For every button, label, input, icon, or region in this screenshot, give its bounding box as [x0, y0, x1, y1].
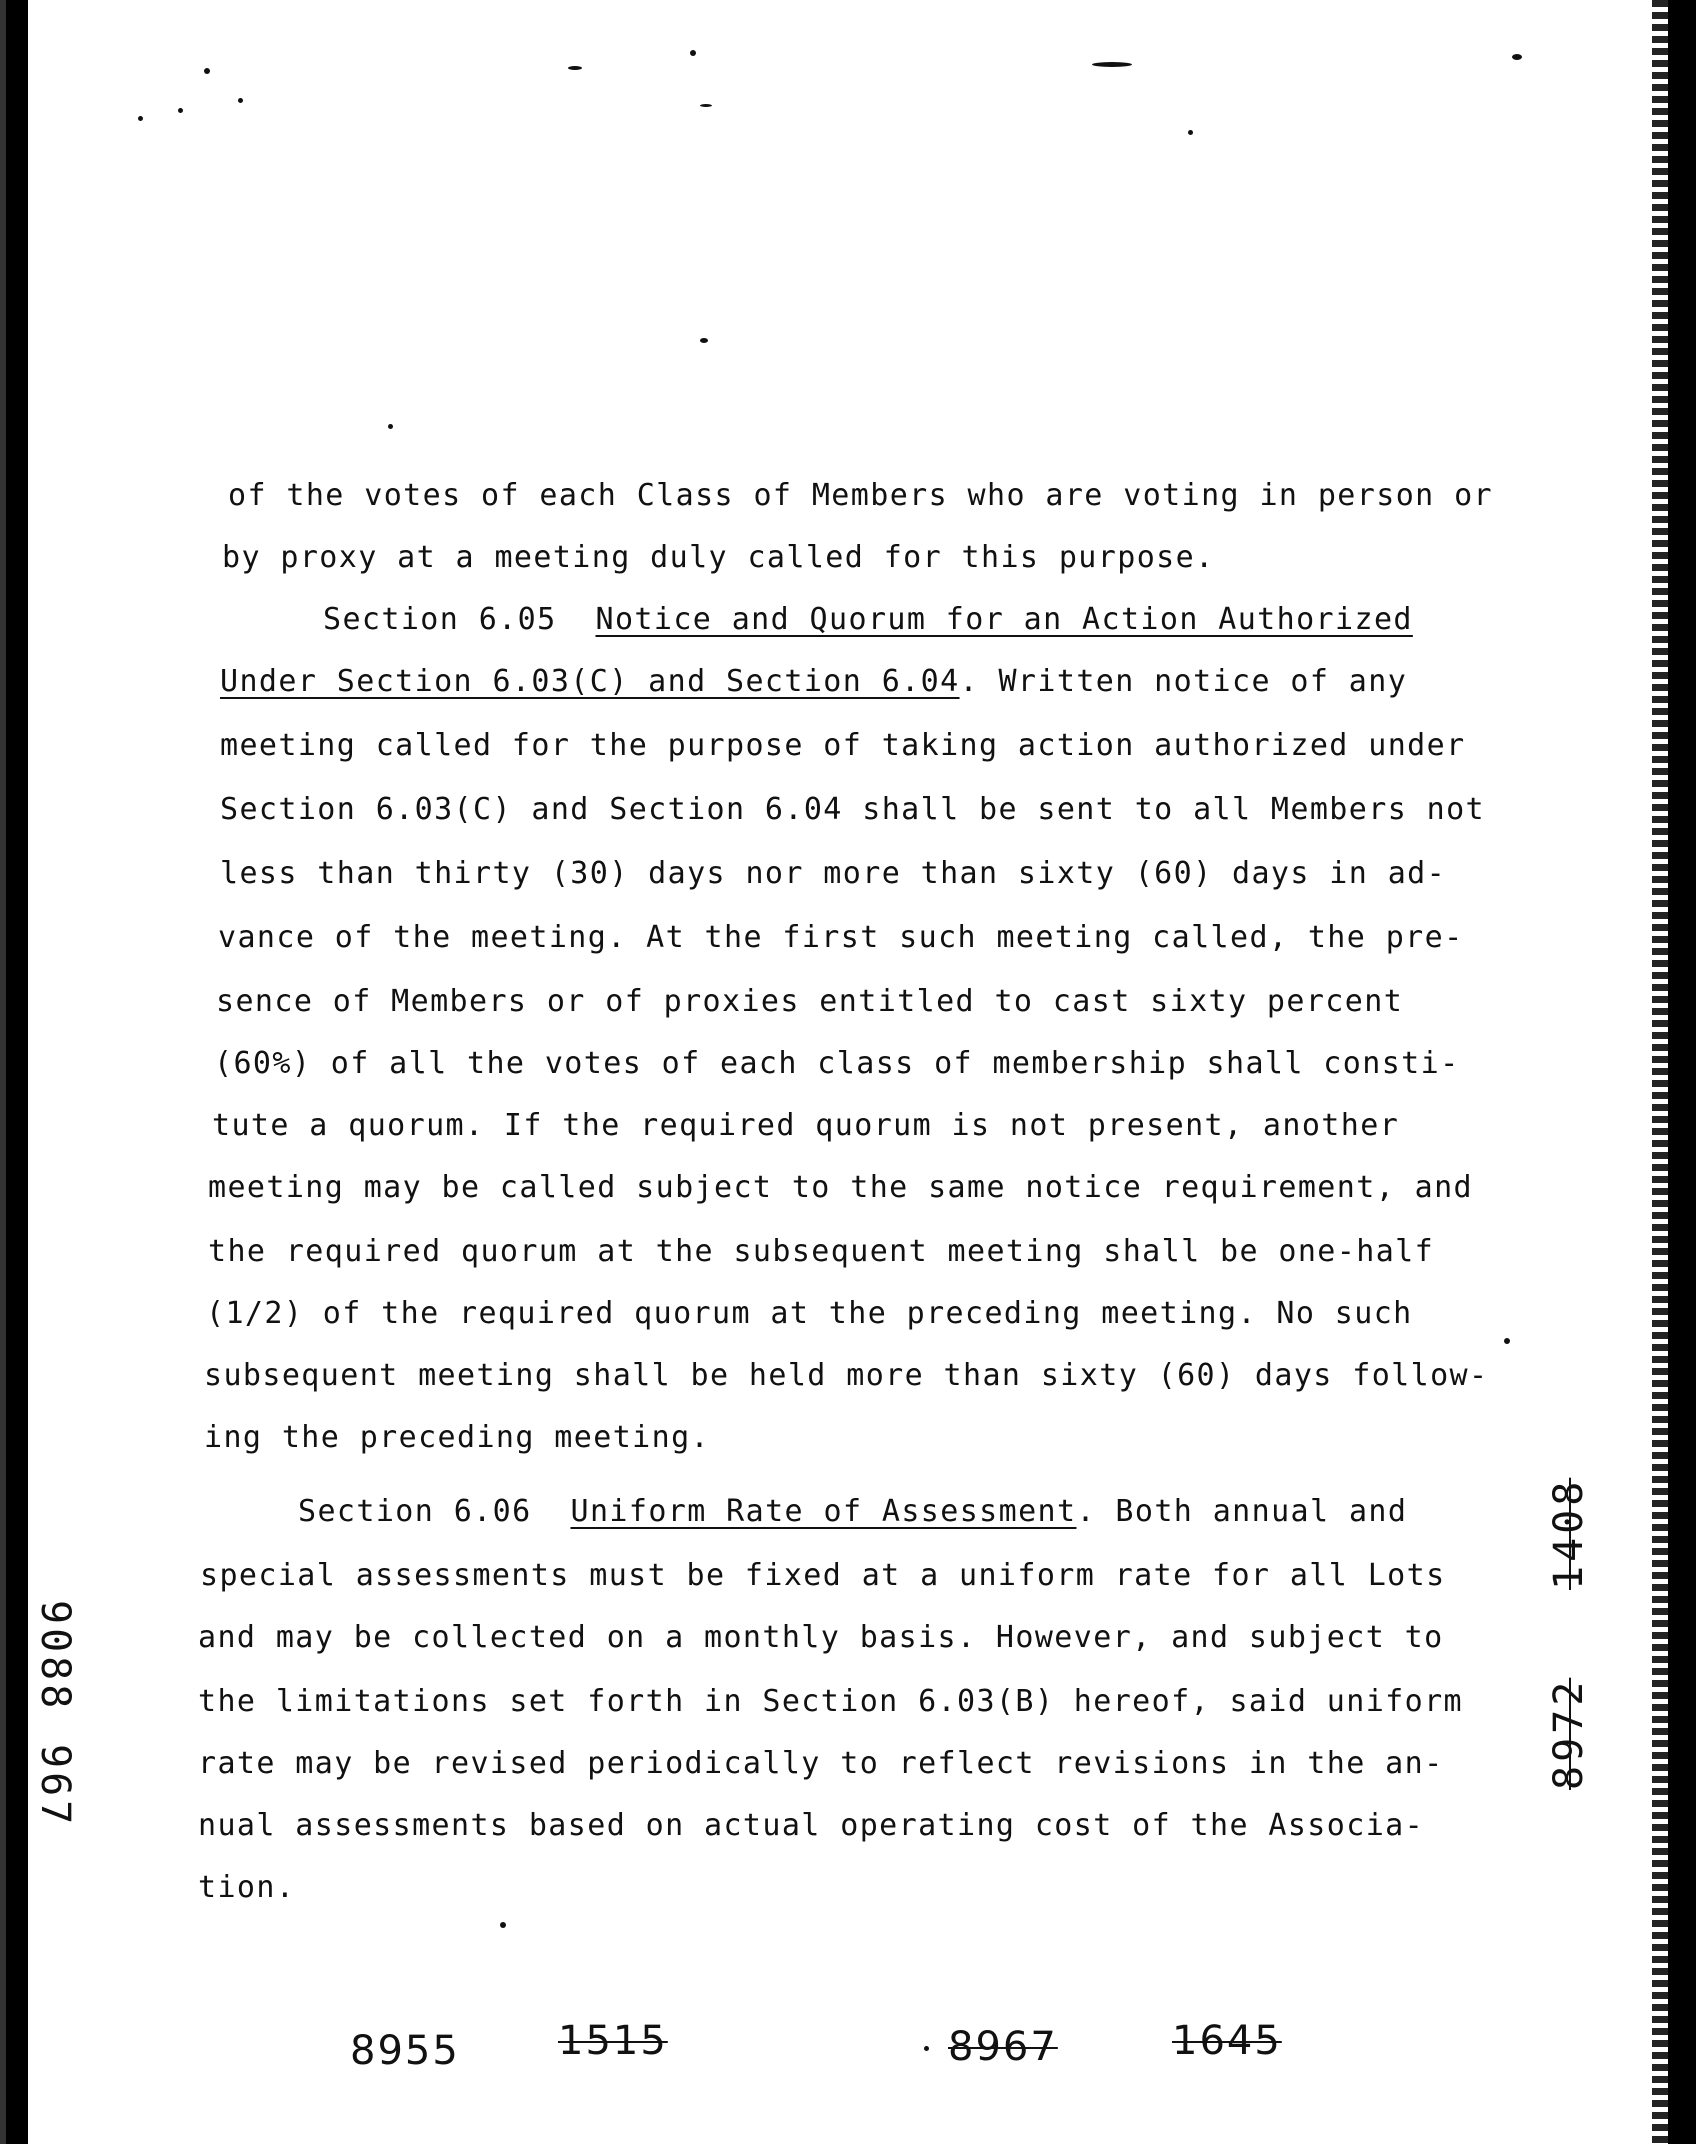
footer-left-number: 8955: [350, 2028, 460, 2074]
scan-speck: [700, 104, 712, 107]
footer-right-old-number: 8967: [948, 2024, 1058, 2070]
scan-speck: [238, 98, 243, 103]
text-line: meeting called for the purpose of taking action authorized under: [220, 728, 1466, 763]
section-605-heading-continued: [220, 664, 1407, 700]
text-line: nual assessments based on actual operating cost of the Associa-: [198, 1808, 1425, 1843]
section-605-title-part2: Under Section 6.03(C) and Section 6.04: [220, 664, 960, 699]
text-line: and may be collected on a monthly basis. However, and subject to: [198, 1620, 1444, 1655]
text-line: subsequent meeting shall be held more than sixty (60) days follow-: [204, 1358, 1489, 1393]
section-605-title-part1: Notice and Quorum for an Action Authorized: [595, 602, 1413, 637]
section-606-heading: [298, 1494, 1407, 1530]
margin-left-top-number: 9088: [32, 1600, 78, 1713]
section-605-prefix: Section 6.05: [323, 602, 557, 637]
scan-speck: [500, 1922, 506, 1928]
section-606-prefix: Section 6.06: [298, 1494, 532, 1529]
text-line: the required quorum at the subsequent meeting shall be one-half: [208, 1234, 1435, 1269]
margin-left-bottom-number: 967: [32, 1744, 78, 1829]
text-line: less than thirty (30) days nor more than sixty (60) days in ad-: [220, 856, 1447, 891]
text-line: special assessments must be fixed at a uniform rate for all Lots: [200, 1558, 1446, 1593]
scan-speck: [924, 2046, 929, 2051]
section-606-title: Uniform Rate of Assessment: [570, 1494, 1077, 1529]
scan-speck: [1504, 1338, 1510, 1344]
scan-speck: [178, 108, 183, 113]
scan-speck: [568, 66, 582, 70]
section-605-continuation: . Written notice of any: [959, 664, 1408, 699]
text-line: the limitations set forth in Section 6.03(B) hereof, said uniform: [198, 1684, 1463, 1719]
footer-left-old-number: 1515: [558, 2018, 668, 2064]
scan-speck: [204, 68, 210, 74]
scan-speck: [1188, 130, 1193, 135]
footer-right-new-number: 1645: [1172, 2018, 1282, 2064]
scan-edge-right: [1652, 0, 1668, 2144]
scan-speck: [1092, 62, 1132, 67]
text-line: Section 6.03(C) and Section 6.04 shall be sent to all Members not: [220, 792, 1485, 827]
scan-edge-left: [0, 0, 6, 2144]
text-line: vance of the meeting. At the first such meeting called, the pre-: [218, 920, 1464, 955]
scan-speck: [700, 338, 708, 343]
scan-speck: [1512, 54, 1522, 60]
scan-speck: [138, 116, 143, 121]
text-line: ing the preceding meeting.: [204, 1420, 710, 1455]
text-line: tion.: [198, 1870, 296, 1905]
margin-right-top-number: 1408: [1546, 1477, 1592, 1590]
text-line: of the votes of each Class of Members who are voting in person or: [228, 478, 1493, 513]
scan-speck: [388, 424, 393, 429]
margin-right-bottom-number: 8972: [1546, 1677, 1592, 1790]
text-line: rate may be revised periodically to reflect revisions in the an-: [198, 1746, 1444, 1781]
text-line: by proxy at a meeting duly called for this purpose.: [222, 540, 1215, 575]
text-line: sence of Members or of proxies entitled to cast sixty percent: [216, 984, 1404, 1019]
scan-speck: [690, 50, 696, 56]
section-606-continuation: . Both annual and: [1076, 1494, 1408, 1529]
text-line: tute a quorum. If the required quorum is not present, another: [212, 1108, 1400, 1143]
section-605-heading: [323, 602, 1413, 638]
text-line: (60%) of all the votes of each class of membership shall consti-: [214, 1046, 1460, 1081]
text-line: meeting may be called subject to the same notice requirement, and: [208, 1170, 1473, 1205]
document-page: [28, 0, 1668, 2144]
text-line: (1/2) of the required quorum at the preceding meeting. No such: [206, 1296, 1413, 1331]
